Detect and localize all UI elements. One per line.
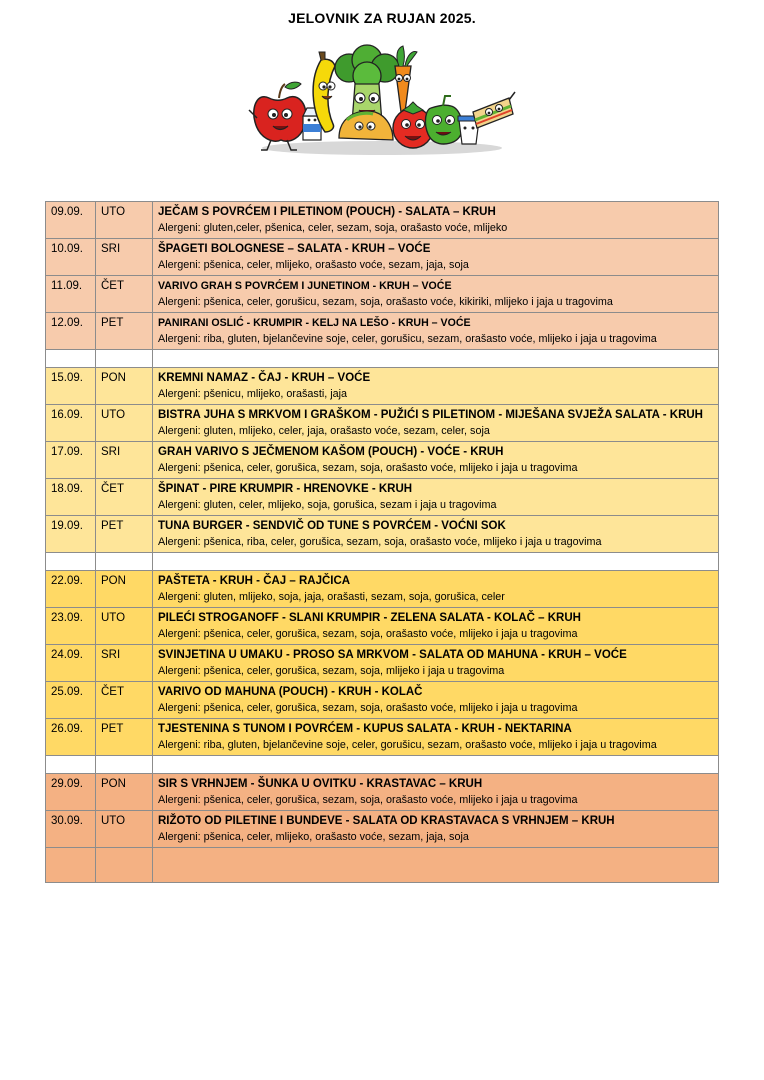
menu-meal-cell <box>153 811 719 848</box>
menu-date: 11.09. <box>46 276 96 313</box>
menu-row <box>46 608 719 645</box>
menu-meal-cell <box>153 645 719 682</box>
allergen-list: Alergeni: pšenica, riba, celer, gorušica, sezam, soja, orašasto voće, mlijeko i jaja u tragovima <box>158 536 602 548</box>
menu-weekday: UTO <box>96 405 153 442</box>
monthly-menu-table <box>45 201 719 883</box>
menu-date: 25.09. <box>46 682 96 719</box>
menu-weekday: SRI <box>96 239 153 276</box>
dish-name: GRAH VARIVO S JEČMENOM KAŠOM (POUCH) - VOĆE - KRUH <box>158 446 504 458</box>
menu-date: 16.09. <box>46 405 96 442</box>
menu-date: 29.09. <box>46 774 96 811</box>
blank-cell <box>96 350 153 368</box>
menu-meal-cell <box>153 479 719 516</box>
menu-date: 09.09. <box>46 202 96 239</box>
menu-date: 18.09. <box>46 479 96 516</box>
allergen-list: Alergeni: pšenica, celer, gorušicu, sezam, soja, orašasto voće, kikiriki, mlijeko i jaja u tragovima <box>158 296 613 308</box>
menu-row <box>46 405 719 442</box>
blank-cell <box>96 848 153 883</box>
menu-row <box>46 368 719 405</box>
menu-weekday: PON <box>96 571 153 608</box>
fruit-vegetable-mascots-illustration <box>247 40 517 158</box>
menu-weekday: ČET <box>96 479 153 516</box>
dish-name: ŠPINAT - PIRE KRUMPIR - HRENOVKE - KRUH <box>158 483 413 495</box>
menu-date: 24.09. <box>46 645 96 682</box>
allergen-list: Alergeni: gluten, celer, mlijeko, soja, gorušica, sezam i jaja u tragovima <box>158 499 497 511</box>
allergen-list: Alergeni: pšenica, celer, gorušica, sezam, soja, orašasto voće, mlijeko i jaja u tragovima <box>158 794 578 806</box>
dish-name: JEČAM S POVRĆEM I PILETINOM (POUCH) - SALATA – KRUH <box>158 206 496 218</box>
blank-cell <box>153 756 719 774</box>
dish-name: VARIVO OD MAHUNA (POUCH) - KRUH - KOLAČ <box>158 686 423 698</box>
menu-meal-cell <box>153 516 719 553</box>
menu-row <box>46 645 719 682</box>
menu-date: 26.09. <box>46 719 96 756</box>
menu-row <box>46 682 719 719</box>
menu-weekday: SRI <box>96 442 153 479</box>
menu-row <box>46 202 719 239</box>
dish-name: TUNA BURGER - SENDVIČ OD TUNE S POVRĆEM - VOĆNI SOK <box>158 520 506 532</box>
allergen-list: Alergeni: gluten,celer, pšenica, celer, sezam, soja, orašasto voće, mlijeko <box>158 222 508 234</box>
menu-row <box>46 479 719 516</box>
menu-weekday: PET <box>96 313 153 350</box>
sandwich-character-icon <box>473 92 515 128</box>
week-separator-row <box>46 553 719 571</box>
green-pepper-character-icon <box>425 96 462 144</box>
menu-row <box>46 719 719 756</box>
dish-name: BISTRA JUHA S MRKVOM I GRAŠKOM - PUŽIĆI S PILETINOM - MIJEŠANA SVJEŽA SALATA - KRUH <box>158 409 703 421</box>
menu-date: 10.09. <box>46 239 96 276</box>
menu-meal-cell <box>153 442 719 479</box>
dish-name: VARIVO GRAH S POVRĆEM I JUNETINOM - KRUH – VOĆE <box>158 280 452 292</box>
allergen-list: Alergeni: gluten, mlijeko, celer, jaja, orašasto voće, sezam, celer, soja <box>158 425 490 437</box>
menu-meal-cell <box>153 719 719 756</box>
menu-weekday: UTO <box>96 202 153 239</box>
blank-cell <box>46 350 96 368</box>
menu-meal-cell <box>153 368 719 405</box>
menu-date: 22.09. <box>46 571 96 608</box>
menu-row <box>46 239 719 276</box>
menu-meal-cell <box>153 276 719 313</box>
menu-weekday: UTO <box>96 608 153 645</box>
menu-meal-cell <box>153 608 719 645</box>
dish-name: PILEĆI STROGANOFF - SLANI KRUMPIR - ZELENA SALATA - KOLAČ – KRUH <box>158 612 581 624</box>
menu-weekday: PET <box>96 719 153 756</box>
allergen-list: Alergeni: riba, gluten, bjelančevine soje, celer, gorušicu, sezam, orašasto voće, mlijeko i jaja u tragovima <box>158 333 657 345</box>
empty-row <box>46 848 719 883</box>
allergen-list: Alergeni: pšenica, celer, gorušica, sezam, soja, orašasto voće, mlijeko i jaja u tragovima <box>158 628 578 640</box>
blank-cell <box>96 756 153 774</box>
menu-row <box>46 774 719 811</box>
blank-cell <box>96 553 153 571</box>
menu-meal-cell <box>153 774 719 811</box>
menu-weekday: SRI <box>96 645 153 682</box>
menu-weekday: PON <box>96 774 153 811</box>
menu-date: 23.09. <box>46 608 96 645</box>
dish-name: TJESTENINA S TUNOM I POVRĆEM - KUPUS SALATA - KRUH - NEKTARINA <box>158 723 572 735</box>
allergen-list: Alergeni: gluten, mlijeko, soja, jaja, orašasti, sezam, soja, gorušica, celer <box>158 591 505 603</box>
menu-weekday: ČET <box>96 682 153 719</box>
blank-cell <box>153 553 719 571</box>
menu-row <box>46 571 719 608</box>
menu-weekday: UTO <box>96 811 153 848</box>
allergen-list: Alergeni: pšenica, celer, gorušica, sezam, soja, orašasto voće, mlijeko i jaja u tragovima <box>158 702 578 714</box>
menu-row <box>46 442 719 479</box>
menu-meal-cell <box>153 682 719 719</box>
dish-name: RIŽOTO OD PILETINE I BUNDEVE - SALATA OD KRASTAVACA S VRHNJEM – KRUH <box>158 815 615 827</box>
dish-name: PANIRANI OSLIĆ - KRUMPIR - KELJ NA LEŠO - KRUH – VOĆE <box>158 317 471 329</box>
menu-date: 17.09. <box>46 442 96 479</box>
allergen-list: Alergeni: pšenica, celer, mlijeko, orašasto voće, sezam, jaja, soja <box>158 831 469 843</box>
dish-name: KREMNI NAMAZ - ČAJ - KRUH – VOĆE <box>158 372 371 384</box>
menu-row <box>46 276 719 313</box>
menu-meal-cell <box>153 202 719 239</box>
blank-cell <box>46 756 96 774</box>
allergen-list: Alergeni: pšenica, celer, gorušica, sezam, soja, orašasto voće, mlijeko i jaja u tragovima <box>158 462 578 474</box>
menu-date: 12.09. <box>46 313 96 350</box>
blank-cell <box>46 553 96 571</box>
dish-name: SVINJETINA U UMAKU - PROSO SA MRKVOM - SALATA OD MAHUNA - KRUH – VOĆE <box>158 649 627 661</box>
blank-cell <box>46 848 96 883</box>
menu-date: 30.09. <box>46 811 96 848</box>
menu-date: 19.09. <box>46 516 96 553</box>
dish-name: SIR S VRHNJEM - ŠUNKA U OVITKU - KRASTAVAC – KRUH <box>158 778 483 790</box>
menu-meal-cell <box>153 313 719 350</box>
menu-row <box>46 313 719 350</box>
menu-meal-cell <box>153 405 719 442</box>
menu-meal-cell <box>153 239 719 276</box>
menu-row <box>46 516 719 553</box>
menu-row <box>46 811 719 848</box>
dish-name: PAŠTETA - KRUH - ČAJ – RAJČICA <box>158 575 351 587</box>
allergen-list: Alergeni: pšenicu, mlijeko, orašasti, jaja <box>158 388 348 400</box>
page-title: JELOVNIK ZA RUJAN 2025. <box>288 10 476 26</box>
allergen-list: Alergeni: pšenica, celer, mlijeko, orašasto voće, sezam, jaja, soja <box>158 259 469 271</box>
menu-date: 15.09. <box>46 368 96 405</box>
blank-cell <box>153 350 719 368</box>
menu-weekday: PET <box>96 516 153 553</box>
allergen-list: Alergeni: riba, gluten, bjelančevine soje, celer, gorušicu, sezam, orašasto voće, mlijeko i jaja u tragovima <box>158 739 657 751</box>
week-separator-row <box>46 350 719 368</box>
menu-meal-cell <box>153 571 719 608</box>
dish-name: ŠPAGETI BOLOGNESE – SALATA - KRUH – VOĆE <box>158 243 431 255</box>
menu-weekday: PON <box>96 368 153 405</box>
blank-cell <box>153 848 719 883</box>
menu-weekday: ČET <box>96 276 153 313</box>
taco-character-icon <box>339 111 393 140</box>
allergen-list: Alergeni: pšenica, celer, gorušica, sezam, soja, mlijeko i jaja u tragovima <box>158 665 505 677</box>
week-separator-row <box>46 756 719 774</box>
